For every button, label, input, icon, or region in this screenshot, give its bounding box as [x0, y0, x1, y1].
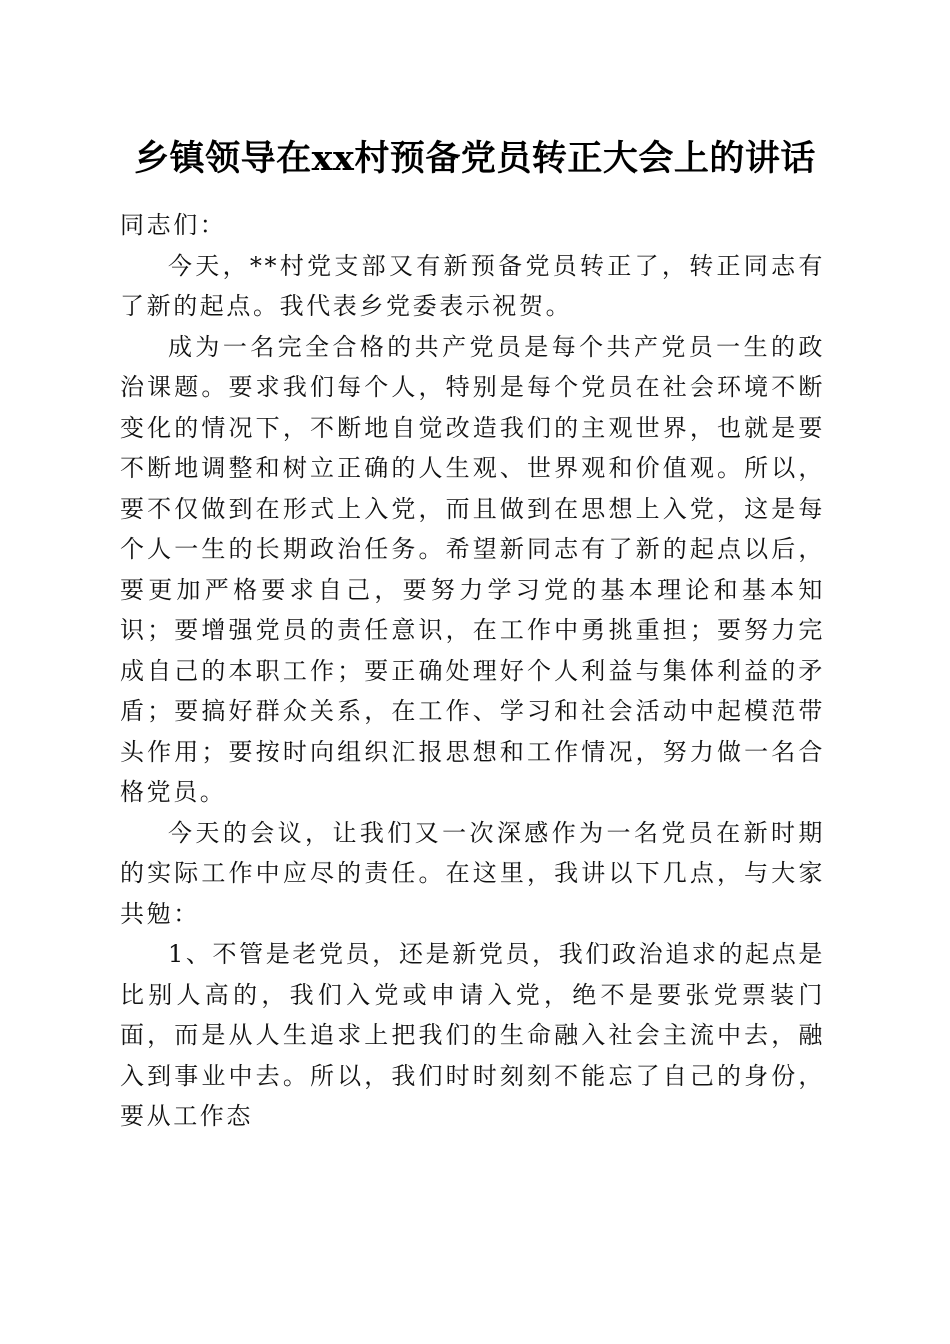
paragraph-1: 今天，**村党支部又有新预备党员转正了，转正同志有了新的起点。我代表乡党委表示祝贺。 [120, 251, 825, 320]
document-body [120, 205, 825, 1137]
paragraph-4: 1、不管是老党员，还是新党员，我们政治追求的起点是比别人高的，我们入党或申请入党，绝不是要张党票装门面，而是从人生追求上把我们的生命融入社会主流中去，融入到事业中去。所以，我们时时刻刻不能忘了自己的身份，要从工作态 [120, 940, 825, 1130]
document-title: 乡镇领导在xx村预备党员转正大会上的讲话 [134, 138, 816, 179]
paragraph-3: 今天的会议，让我们又一次深感作为一名党员在新时期的实际工作中应尽的责任。在这里，我讲以下几点，与大家共勉： [120, 818, 825, 928]
paragraph-2: 成为一名完全合格的共产党员是每个共产党员一生的政治课题。要求我们每个人，特别是每个党员在社会环境不断变化的情况下，不断地自觉改造我们的主观世界，也就是要不断地调整和树立正确的人生观、世界观和价值观。所以，要不仅做到在形式上入党，而且做到在思想上入党，这是每个人一生的长期政治任务。希望新同志有了新的起点以后，要更加严格要求自己，要努力学习党的基本理论和基本知识；要增强党员的责任意识，在工作中勇挑重担；要努力完成自己的本职工作；要正确处理好个人利益与集体利益的矛盾；要搞好群众关系，在工作、学习和社会活动中起模范带头作用；要按时向组织汇报思想和工作情况，努力做一名合格党员。 [120, 332, 825, 806]
salutation: 同志们： [120, 211, 227, 239]
